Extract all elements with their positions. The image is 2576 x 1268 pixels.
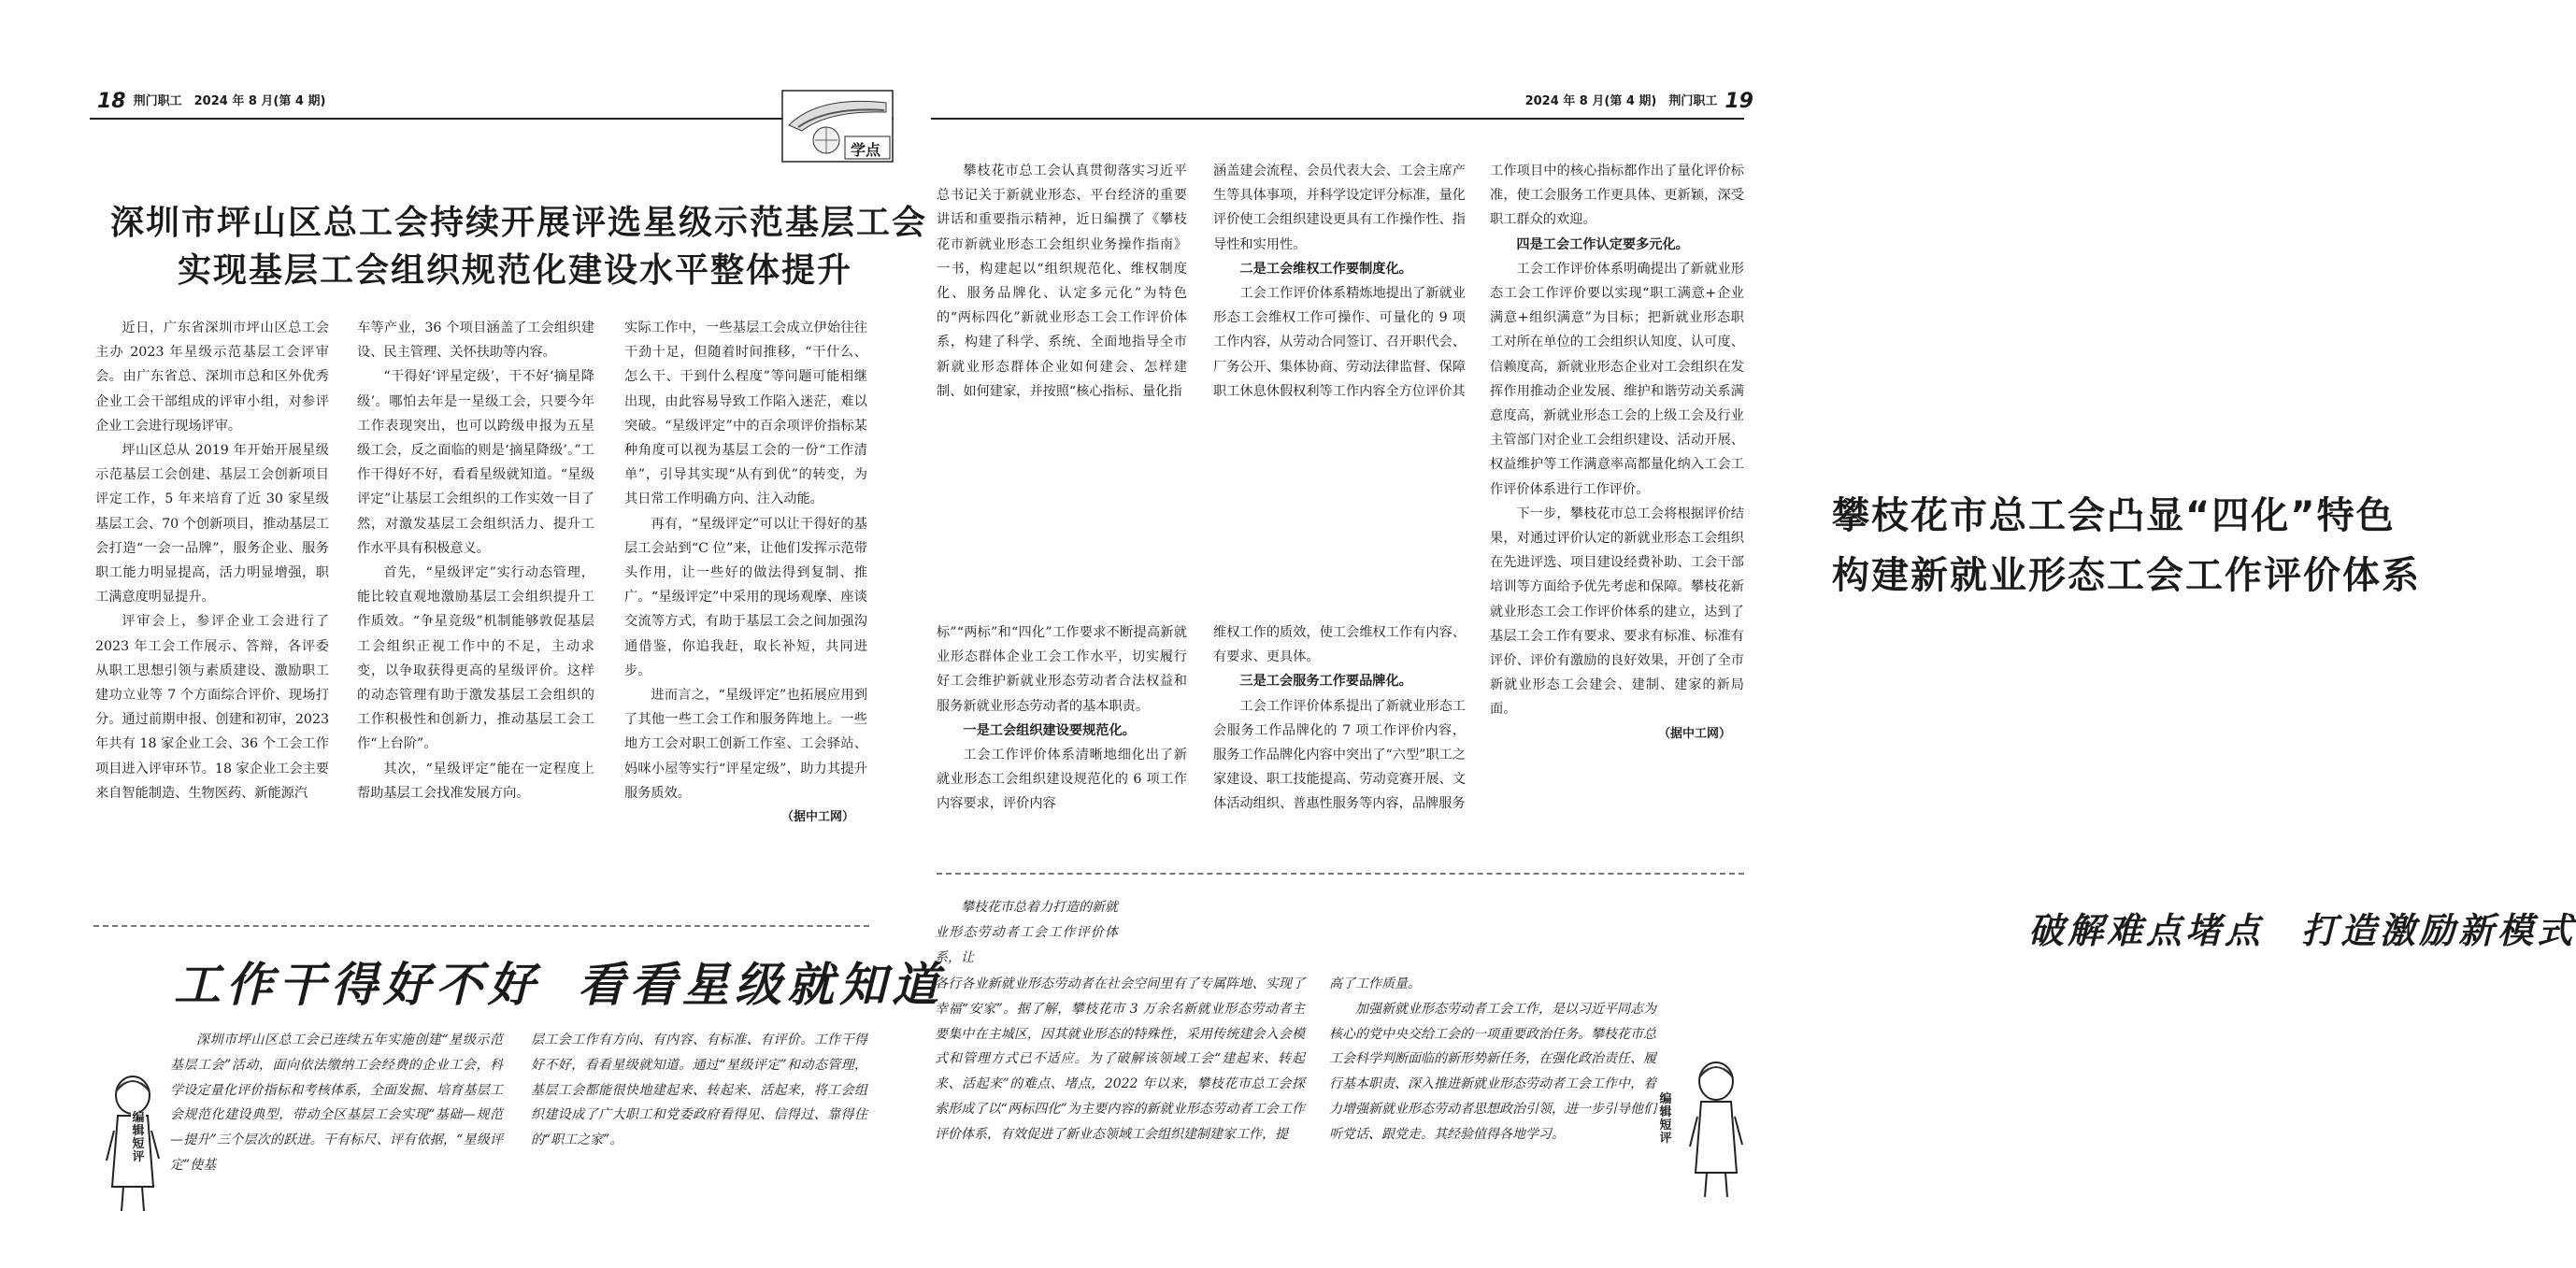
article-a-paragraph: 评审会上，参评企业工会进行了 2023 年工会工作展示、答辩，各评委从职工思想引领与素质建设、激励职工建功立业等 7 个方面综合评价、现场打分。通过前期申报、创建和初审，2023 年共有 18 家企业工会、36 个工会工作项目进入评审环节。18 家企业工会主要来自智能制造、生物医药、新能源汽 (95, 614, 329, 801)
article-a-paragraph: 坪山区总从 2019 年开始开展星级示范基层工会创建、基层工会创新项目评定工作，5 年来培育了近 30 家星级基层工会、70 个创新项目，推动基层工会打造“一会一品牌”，服务企业、服务职工能力明显提高，活力明显增强，职工满意度明显提升。 (95, 443, 329, 606)
commentary-b-title-part-1: 破解难点堵点 (2028, 909, 2265, 951)
article-b-subhead: 二是工会维权工作要制度化。 (1239, 261, 1412, 277)
commentary-b-text: 加强新就业形态劳动者工会工作，是以习近平同志为核心的党中央交给工会的一项重要政治任务。攀枝花市总工会科学判断面临的新形势新任务，在强化政治责任、履行基本职责、深入推进新就业形态劳动者工会工作中，着力增强新就业形态劳动者思想政治引领，进一步引导他们听党话、跟党走。其经验值得各地学习。 (1329, 1001, 1656, 1142)
article-b-column-3 (1490, 159, 1744, 852)
section-tag: 学点 (851, 141, 881, 159)
page-number-right: 19 (1724, 90, 1753, 113)
article-a-paragraph: 近日，广东省深圳市坪山区总工会主办 2023 年星级示范基层工会评审会。由广东省总、深圳市总和区外优秀企业工会干部组成的评审小组，对参评企业工会进行现场评审。 (95, 321, 329, 434)
article-b-column-2-bottom (1213, 620, 1466, 852)
article-b-paragraph: 下一步，攀枝花市总工会将根据评价结果，对通过评价认定的新就业形态工会组织在先进评选、项目建设经费补助、工会干部培训等方面给予优先考虑和保障。攀枝花新就业形态工会工作评价体系的建立，达到了基层工会工作有要求、要求有标准、标准有评价、评价有激励的良好效果，开创了全市新就业形态工会建会、建制、建家的新局面。 (1490, 506, 1744, 718)
right-header-rule (931, 118, 1744, 120)
article-a-title-line-1: 深圳市坪山区总工会持续开展评选星级示范基层工会 (110, 204, 928, 242)
commentary-b-column-2 (1329, 972, 1656, 1196)
article-a-paragraph: “干得好‘评星定级’，干不好‘摘星降级’。哪怕去年是一星级工会，只要今年工作表现突出，也可以跨级申报为五星级工会，反之面临的则是‘摘星降级’。”工作干得好不好，看看星级就知道。“星级评定”让基层工会组织的工作实效一目了然，对激发基层工会组织活力、提升工作水平具有积极意义。 (357, 369, 594, 556)
editor-figure-right (1688, 1061, 1746, 1201)
commentary-a-text: 层工会工作有方向、有内容、有标准、有评价。工作干得好不好，看看星级就知道。通过“星级评定”和动态管理，基层工会都能很快地建起来、转起来、活起来，将工会组织建设成了广大职工和党委政府看得见、信得过、靠得住的“职工之家”。 (531, 1033, 867, 1148)
article-b-column-1-bottom (937, 620, 1187, 852)
xuedian-emblem (781, 90, 894, 163)
commentary-a-title (174, 947, 944, 1015)
right-running-head (1525, 90, 1761, 113)
article-b-title-line-1: 攀枝花市总工会凸显“四化”特色 (1832, 494, 2396, 537)
article-b-paragraph: 工作项目中的核心指标都作出了量化评价标准，使工会服务工作更具体、更新颖，深受职工群众的欢迎。 (1490, 164, 1744, 228)
commentary-a-title-part-1: 工作干得好不好 (174, 957, 540, 1012)
article-a-source: （据中工网） (780, 810, 854, 825)
article-a-column-1 (95, 316, 329, 903)
article-b-paragraph: 涵盖建会流程、会员代表大会、工会主席产生等具体事项，并科学设定评分标准，量化评价使工会组织建设更具有工作操作性、指导性和实用性。 (1213, 164, 1466, 252)
article-b-paragraph: 攀枝花市总工会认真贯彻落实习近平总书记关于新就业形态、平台经济的重要讲话和重要指示精神，近日编撰了《攀枝花市新就业形态工会组织业务操作指南》一书，构建起以“组织规范化、维权制度化、服务品牌化、认定多元化”为特色的“两标四化”新就业形态工会工作评价体系，构建了科学、系统、全面地指导全市新就业形态群体企业如何建会、怎样建制、如何建家，并按照“核心指标、量化指 (937, 164, 1187, 399)
article-b-paragraph: 工会工作评价体系提出了新就业形态工会服务工作品牌化的 7 项工作评价内容，服务工作品牌化内容中突出了“六型”职工之家建设、职工技能提高、劳动竞赛开展、文体活动组织、普惠性服务等内容，品牌服务 (1213, 698, 1466, 812)
article-b-paragraph: 工会工作评价体系精炼地提出了新就业形态工会维权工作可操作、可量化的 9 项工作内容，从劳动合同签订、召开职代会、厂务公开、集体协商、劳动法律监督、保障职工休息休假权利等工作内容全方位评价其 (1213, 286, 1466, 399)
left-header-rule (90, 118, 894, 120)
article-b-subhead: 一是工会组织建设要规范化。 (963, 722, 1136, 738)
article-b-title-line-2: 构建新就业形态工会工作评价体系 (1832, 554, 2421, 597)
article-b-column-1-top (937, 159, 1187, 477)
commentary-b-text: 各行各业新就业形态劳动者在社会空间里有了专属阵地、实现了幸福“安家”。据了解，攀枝花市 3 万余名新就业形态劳动者主要集中在主城区，因其就业形态的特殊性，采用传统建会入会模式和管理方式已不适应。为了破解该领域工会“建起来、转起来、活起来”的难点、堵点，2022 年以来，攀枝花市总工会探索形成了以“两标四化”为主要内容的新就业形态劳动者工会工作评价体系，有效促进了新业态领域工会组织建制建家工作，提 (935, 976, 1305, 1142)
article-a-paragraph: 其次，“星级评定”能在一定程度上帮助基层工会找准发展方向。 (357, 761, 594, 801)
article-b-title (1832, 486, 2421, 606)
article-a-title (110, 196, 927, 292)
article-a-paragraph: 车等产业，36 个项目涵盖了工会组织建设、民主管理、关怀扶助等内容。 (357, 321, 594, 361)
article-b-paragraph: 工会工作评价体系明确提出了新就业形态工会工作评价要以实现“职工满意+企业满意+组织满意”为目标；把新就业形态职工对所在单位的工会组织认知度、认可度、信赖度高，新就业形态企业对工会组织在发挥作用推动企业发展、维护和谐劳动关系满意度高，新就业形态工会的上级工会及行业主管部门对企业工会组织建设、活动开展、权益维护等工作满意率高都量化纳入工会工作评价体系进行工作评价。 (1490, 261, 1744, 497)
article-b-column-2-top (1213, 159, 1466, 477)
commentary-a-column-2 (531, 1028, 867, 1201)
article-b-paragraph: 工会工作评价体系清晰地细化出了新就业形态工会组织建设规范化的 6 项工作内容要求，评价内容 (937, 748, 1187, 812)
commentary-b-column-1 (935, 972, 1305, 1196)
left-running-head (90, 90, 325, 113)
article-a-paragraph: 再有，“星级评定”可以让干得好的基层工会站到“C 位”来，让他们发挥示范带头作用，让一些好的做法得到复制、推广。“星级评定”中采用的现场观摩、座谈交流等方式，有助于基层工会之间加强沟通借鉴，你追我赶，取长补短，共同进步。 (624, 516, 867, 678)
article-a-paragraph: 进而言之，“星级评定”也拓展应用到了其他一些工会工作和服务阵地上。一些地方工会对职工创新工作室、工会驿站、妈咪小屋等实行“评星定级”，助力其提升服务质效。 (624, 688, 867, 801)
editor-comment-label-left: 编辑短评 (132, 1111, 145, 1164)
right-divider (937, 873, 1744, 875)
article-a-paragraph: 实际工作中，一些基层工会成立伊始往往干劲十足，但随着时间推移，“干什么、怎么干、干到什么程度”等问题可能相继出现，由此容易导致工作陷入迷茫，难以突破。“星级评定”中的百余项评价指标某种角度可以视为基层工会的一份“工作清单”，引导其实现“从有到优”的转变，为其日常工作明确方向、注入动能。 (624, 321, 867, 507)
commentary-a-column-1 (170, 1028, 503, 1201)
article-a-column-3 (624, 316, 867, 903)
commentary-b-text: 高了工作质量。 (1329, 976, 1421, 991)
editor-cartoon-icon (1688, 1061, 1746, 1201)
commentary-b-lead-text: 攀枝花市总着力打造的新就业形态劳动者工会工作评价体系，让 (935, 900, 1118, 965)
article-b-paragraph: 维权工作的质效，使工会维权工作有内容、有要求、更具体。 (1213, 625, 1466, 665)
article-b-paragraph: 标”“两标”和“四化”工作要求不断提高新就业形态群体企业工会工作水平，切实履行好工会维护新就业形态劳动者合法权益和服务新就业形态劳动者的基本职责。 (937, 625, 1187, 714)
left-divider (93, 925, 869, 927)
article-b-subhead: 四是工会工作认定要多元化。 (1516, 236, 1689, 252)
article-a-column-2 (357, 316, 594, 903)
left-page (0, 0, 944, 1268)
page-number-left: 18 (97, 90, 126, 113)
article-b-subhead: 三是工会服务工作要品牌化。 (1239, 674, 1412, 690)
article-b-source: （据中工网） (1657, 726, 1731, 741)
commentary-a-title-part-2: 看看星级就知道 (578, 957, 944, 1012)
right-page (897, 0, 2576, 1268)
commentary-b-title-part-2: 打造激励新模式 (2301, 909, 2576, 951)
article-a-paragraph: 首先，“星级评定”实行动态管理，能比较直观地激励基层工会组织提升工作质效。“争星竞级”机制能够敦促基层工会组织正视工作中的不足，主动求变，以争取获得更高的星级评价。这样的动态管理有助于激发基层工会组织的工作积极性和创新力，推动基层工会工作“上台阶”。 (357, 565, 594, 752)
commentary-a-text: 深圳市坪山区总工会已连续五年实施创建“星级示范基层工会”活动，面向依法缴纳工会经费的企业工会，科学设定量化评价指标和考核体系，全面发掘、培育基层工会规范化建设典型，带动全区基层工会实现“基础—规范—提升”三个层次的跃进。干有标尺、评有依据，“星级评定”使基 (170, 1033, 503, 1173)
article-a-title-line-2: 实现基层工会组织规范化建设水平整体提升 (178, 251, 853, 290)
commentary-b-title (2028, 902, 2576, 953)
right-header-text: 2024 年 8 月(第 4 期) 荆门职工 (1524, 94, 1718, 108)
editor-comment-label-right: 编辑短评 (1659, 1092, 1672, 1146)
left-header-text: 荆门职工 2024 年 8 月(第 4 期) (133, 94, 326, 108)
